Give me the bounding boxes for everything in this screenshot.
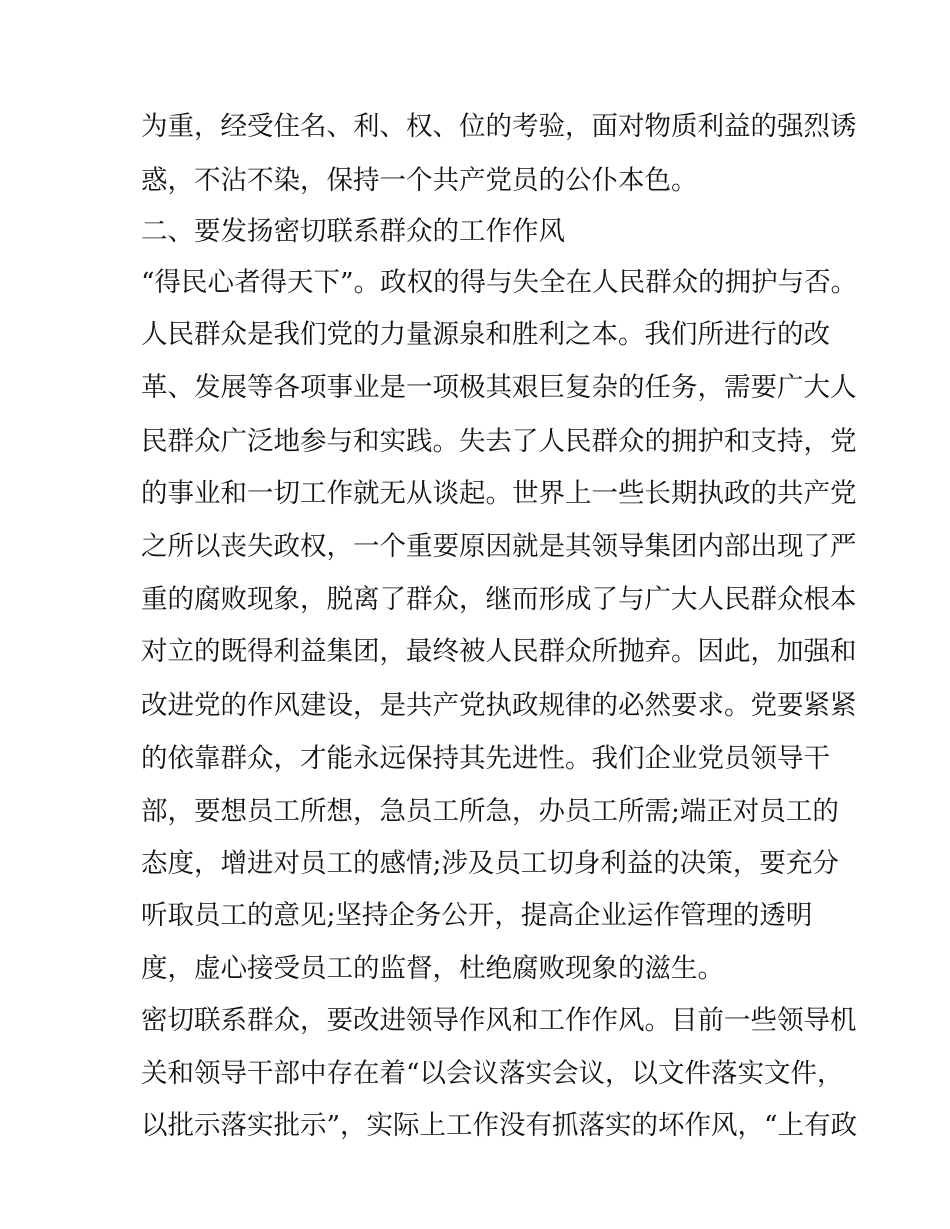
text-line: 为重，经受住名、利、权、位的考验，面对物质利益的强烈诱 [141,111,857,142]
text-line: 态度，增进对员工的感情;涉及员工切身利益的决策，要充分 [141,848,839,879]
text-line: 之所以丧失政权，一个重要原因就是其领导集团内部出现了严 [141,531,857,562]
text-line: 惑，不沾不染，保持一个共产党员的公仆本色。 [141,165,698,196]
text-line: 的事业和一切工作就无从谈起。世界上一些长期执政的共产党 [141,478,857,509]
text-line: “得民心者得天下”。政权的得与失全在人民群众的拥护与否。 [141,267,858,298]
text-line: 度，虚心接受员工的监督，杜绝腐败现象的滋生。 [141,953,724,984]
text-line: 革、发展等各项事业是一项极其艰巨复杂的任务，需要广大人 [141,372,857,403]
text-line: 关和领导干部中存在着“以会议落实会议，以文件落实文件， [141,1058,844,1089]
text-line: 的依靠群众，才能永远保持其先进性。我们企业党员领导干 [141,743,830,774]
text-line: 密切联系群众，要改进领导作风和工作作风。目前一些领导机 [141,1005,857,1036]
section-heading: 二、要发扬密切联系群众的工作作风 [141,216,565,247]
text-line: 重的腐败现象，脱离了群众，继而形成了与广大人民群众根本 [141,584,857,615]
text-line: 听取员工的意见;坚持企务公开，提高企业运作管理的透明 [141,900,813,931]
text-line: 以批示落实批示”，实际上工作没有抓落实的坏作风，“上有政 [141,1110,858,1141]
text-line: 人民群众是我们党的力量源泉和胜利之本。我们所进行的改 [141,319,830,350]
text-line: 对立的既得利益集团，最终被人民群众所抛弃。因此，加强和 [141,636,857,667]
text-line: 民群众广泛地参与和实践。失去了人民群众的拥护和支持，党 [141,426,857,457]
text-line: 部，要想员工所想，急员工所急，办员工所需;端正对员工的 [141,796,839,827]
text-line: 改进党的作风建设，是共产党执政规律的必然要求。党要紧紧 [141,690,857,721]
